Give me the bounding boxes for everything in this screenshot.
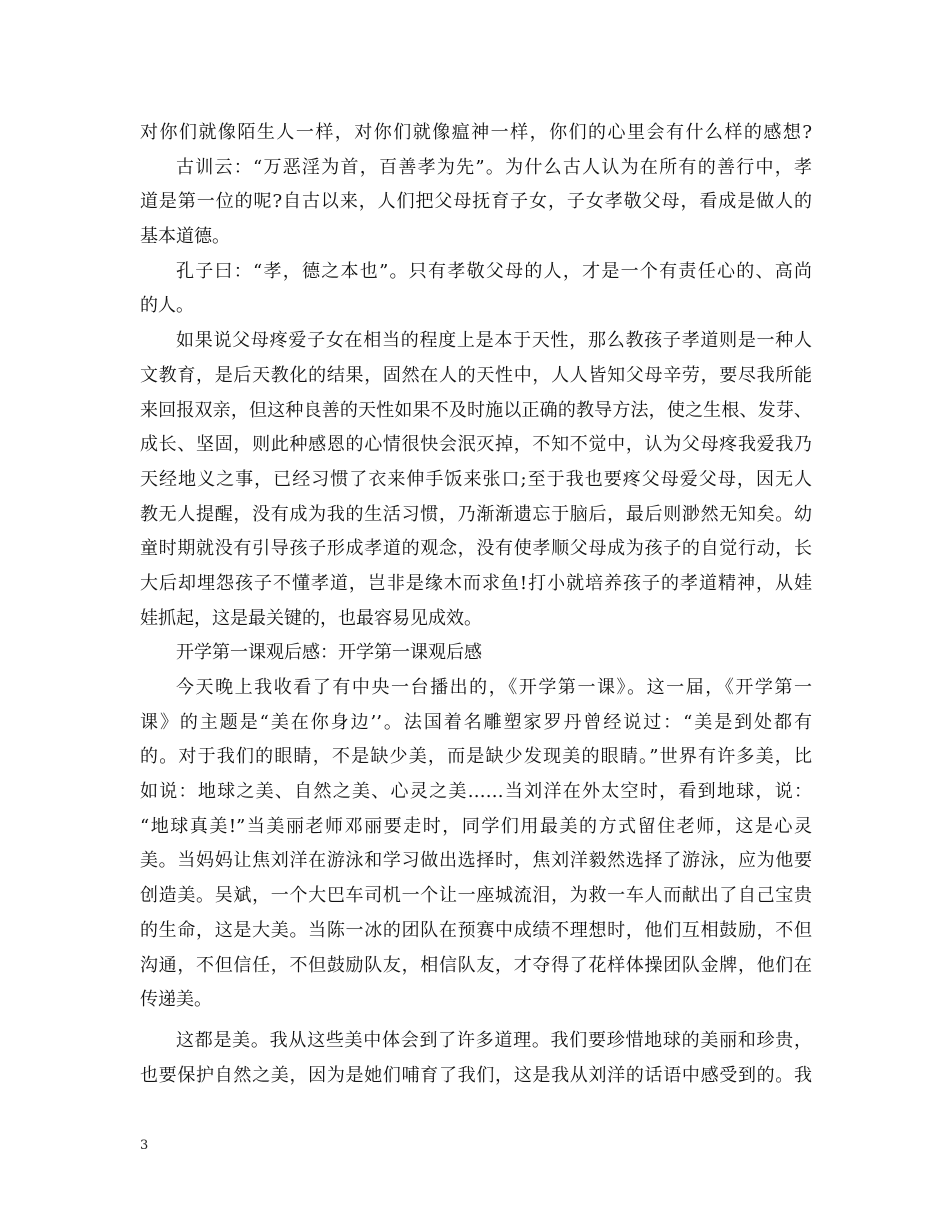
text-line: 如说：地球之美、自然之美、心灵之美……当刘洋在外太空时，看到地球，说：: [140, 781, 812, 803]
text-line: 古训云：“万恶淫为首，百善孝为先”。为什么古人认为在所有的善行中，孝: [176, 156, 812, 178]
text-line: 这都是美。我从这些美中体会到了许多道理。我们要珍惜地球的美丽和珍贵，: [176, 1029, 812, 1051]
text-line: 如果说父母疼爱子女在相当的程度上是本于天性，那么教孩子孝道则是一种人: [176, 330, 812, 352]
page-number: 3: [140, 1138, 149, 1153]
text-line: 来回报双亲，但这种良善的天性如果不及时施以正确的教导方法，使之生根、发芽、: [140, 399, 812, 421]
text-line: 课》的主题是“美在你身边’’。法国着名雕塑家罗丹曾经说过：“美是到处都有: [140, 711, 812, 733]
text-line: “地球真美!”当美丽老师邓丽要走时，同学们用最美的方式留住老师，这是心灵: [140, 815, 812, 837]
text-line: 沟通，不但信任，不但鼓励队友，相信队友，才夺得了花样体操团队金牌，他们在: [140, 954, 812, 976]
text-line: 的人。: [140, 295, 194, 317]
text-line: 童时期就没有引导孩子形成孝道的观念，没有使孝顺父母成为孩子的自觉行动，长: [140, 538, 812, 560]
text-line: 天经地义之事，已经习惯了衣来伸手饭来张口;至于我也要疼父母爱父母，因无人: [140, 468, 812, 490]
text-line: 今天晚上我收看了有中央一台播出的，《开学第一课》。这一届，《开学第一: [176, 677, 812, 698]
document-body: [140, 116, 812, 1093]
text-line: 道是第一位的呢?自古以来，人们把父母抚育子女，子女孝敬父母，看成是做人的: [140, 191, 812, 213]
text-line: 成长、坚固，则此种感恩的心情很快会泯灭掉，不知不觉中，认为父母疼我爱我乃: [140, 434, 812, 456]
text-line: 孔子曰：“孝，德之本也”。只有孝敬父母的人，才是一个有责任心的、高尚: [176, 260, 812, 282]
text-line: 传递美。: [140, 989, 212, 1011]
text-line: 的。对于我们的眼睛，不是缺少美，而是缺少发现美的眼睛。”世界有许多美，比: [140, 746, 812, 768]
text-line: 文教育，是后天教化的结果，固然在人的天性中，人人皆知父母辛劳，要尽我所能: [140, 364, 812, 386]
text-line: 对你们就像陌生人一样，对你们就像瘟神一样，你们的心里会有什么样的感想?: [140, 122, 812, 143]
text-line: 基本道德。: [140, 226, 230, 248]
text-line: 的生命，这是大美。当陈一冰的团队在预赛中成绩不理想时，他们互相鼓励，不但: [140, 919, 812, 941]
section-heading: 开学第一课观后感：开学第一课观后感: [176, 642, 482, 664]
text-line: 教无人提醒，没有成为我的生活习惯，乃渐渐遗忘于脑后，最后则渺然无知矣。幼: [140, 503, 812, 525]
text-line: 美。当妈妈让焦刘洋在游泳和学习做出选择时，焦刘洋毅然选择了游泳，应为他要: [140, 850, 812, 872]
text-line: 也要保护自然之美，因为是她们哺育了我们，这是我从刘洋的话语中感受到的。我: [140, 1064, 812, 1086]
text-line: 大后却埋怨孩子不懂孝道，岂非是缘木而求鱼!打小就培养孩子的孝道精神，从娃: [140, 572, 812, 594]
text-line: 娃抓起，这是最关键的，也最容易见成效。: [140, 607, 482, 629]
text-line: 创造美。吴斌，一个大巴车司机一个让一座城流泪，为救一车人而献出了自己宝贵: [140, 885, 812, 907]
